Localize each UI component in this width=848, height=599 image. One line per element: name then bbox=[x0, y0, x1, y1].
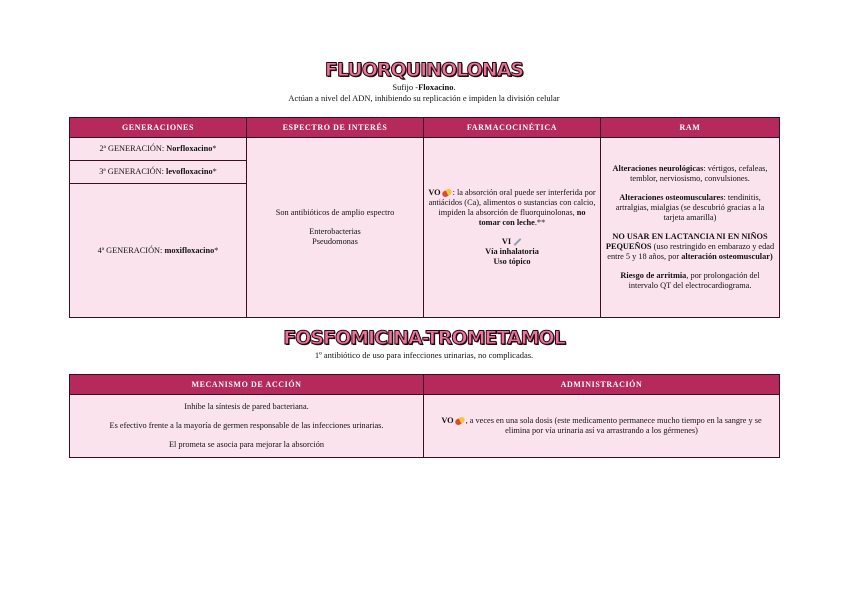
spectrum-cell: Son antibióticos de amplio espectro Enterobacterias Pseudomonas bbox=[247, 138, 424, 318]
syringe-icon bbox=[514, 238, 522, 246]
header-ram: RAM bbox=[601, 118, 780, 138]
mechanism-cell: Inhibe la síntesis de pared bacteriana. Es efectivo frente a la mayoría de germen responsable de las infecciones urinarias. El prometa se asocia para mejorar la absorción bbox=[70, 395, 424, 458]
header-espectro: ESPECTRO DE INTERÉS bbox=[247, 118, 424, 138]
generation-3: 3ª GENERACIÓN: levofloxacino* bbox=[70, 161, 247, 184]
pill-icon bbox=[441, 188, 453, 198]
fosfomicina-subtitle: 1º antibiótico de uso para infecciones urinarias, no complicadas. bbox=[314, 350, 534, 360]
generation-4: 4ª GENERACIÓN: moxifloxacino* bbox=[70, 184, 247, 318]
fluorquinolonas-table bbox=[69, 117, 780, 318]
pk-cell: VO : la absorción oral puede ser interferida por antiácidos (Ca), alimentos o sustancias con calcio, impiden la absorción de fluorquinolonas, no tomar con leche.** VI Vía inhalatoria Uso tópico bbox=[424, 138, 601, 318]
mechanism-line: Actúan a nivel del ADN, inhibiendo su replicación e impiden la división celular bbox=[288, 93, 560, 103]
header-mecanismo: MECANISMO DE ACCIÓN bbox=[70, 375, 424, 395]
admin-cell: VO , a veces en una sola dosis (este medicamento permanece mucho tiempo en la sangre y se elimina por vía urinaria así va arrastrando a los gérmenes) bbox=[424, 395, 780, 458]
header-farmacocinetica: FARMACOCINÉTICA bbox=[424, 118, 601, 138]
generation-2: 2ª GENERACIÓN: Norfloxacino* bbox=[70, 138, 247, 161]
title-fluorquinolonas: FLUORQUINOLONAS bbox=[324, 59, 524, 81]
ram-cell: Alteraciones neurológicas: vértigos, cefaleas, temblor, nerviosismo, convulsiones. Alteraciones osteomusculares: tendinitis, artralgias, mialgias (se descubrió gracias a la tarjeta amarilla) NO USAR EN LACTANCIA NI EN NIÑOS PEQUEÑOS (uso restringido en embarazo y edad entre 5 y 18 años, por alteración osteomuscular) Riesgo de arritmia, por prolongación del intervalo QT del electrocardiograma. bbox=[601, 138, 780, 318]
header-generaciones: GENERACIONES bbox=[70, 118, 247, 138]
suffix-line: Sufijo -Floxacino. bbox=[392, 82, 456, 92]
pill-icon bbox=[454, 416, 466, 426]
title-fosfomicina: FOSFOMICINA-TROMETAMOL bbox=[283, 327, 565, 349]
fosfomicina-table bbox=[69, 374, 780, 458]
header-administracion: ADMINISTRACIÓN bbox=[424, 375, 780, 395]
